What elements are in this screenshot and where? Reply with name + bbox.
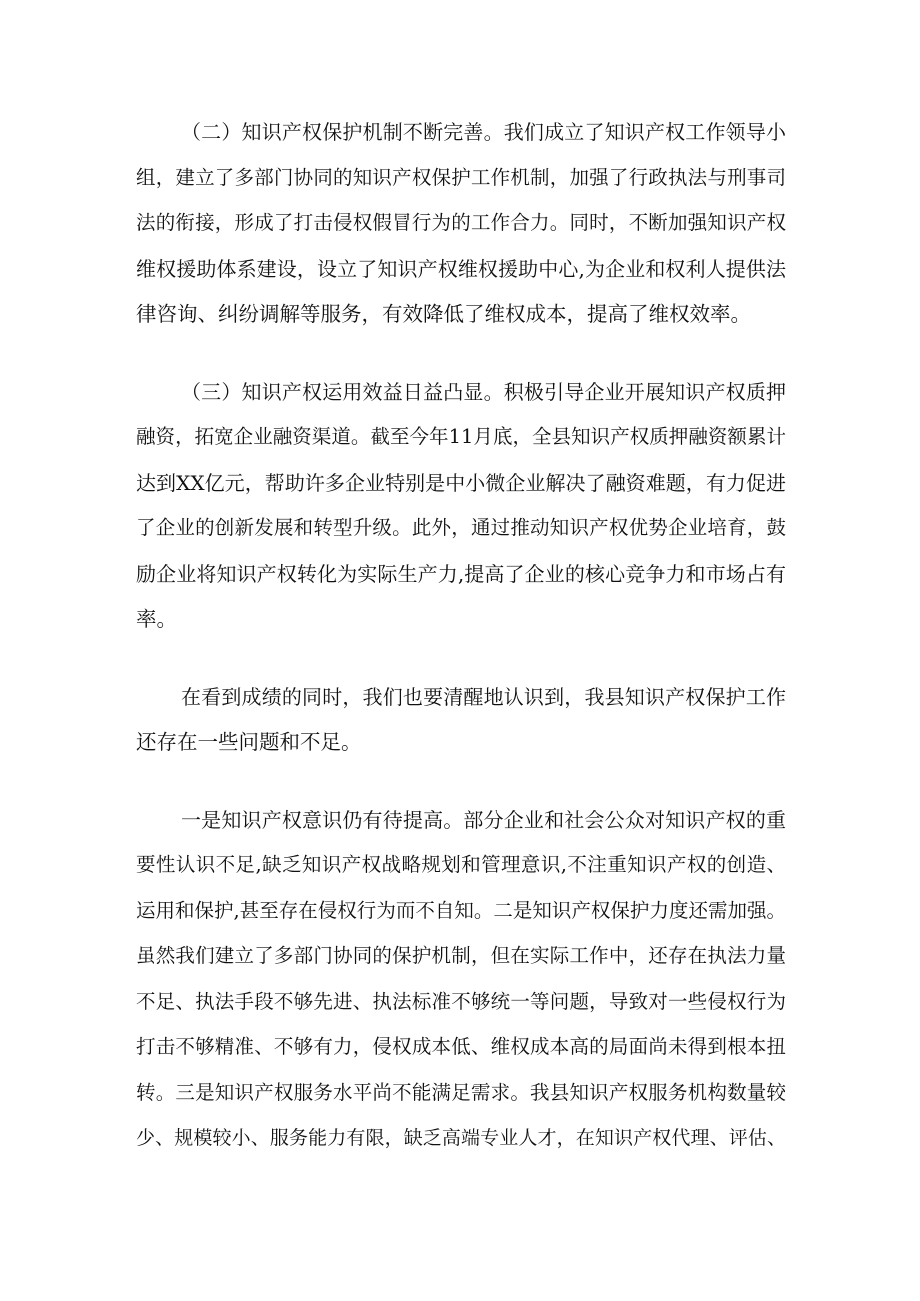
text-line: 还存在一些问题和不足。	[136, 730, 362, 754]
text-line: 了企业的创新发展和转型升级。此外，通过推动知识产权优势企业培育，鼓	[136, 516, 786, 539]
text-line: 不足、执法手段不够先进、执法标准不够统一等问题，导致对一些侵权行为	[136, 990, 786, 1013]
text-line: 组，建立了多部门协同的知识产权保护工作机制，加强了行政执法与刑事司	[136, 166, 786, 189]
text-line: 运用和保护,甚至存在侵权行为而不自知。二是知识产权保护力度还需加强。	[136, 899, 786, 922]
text-line: 励企业将知识产权转化为实际生产力,提高了企业的核心竞争力和市场占有	[136, 562, 786, 586]
text-line: 达到XX亿元，帮助许多企业特别是中小微企业解决了融资难题，有力促进	[136, 471, 786, 495]
text-line: 转。三是知识产权服务水平尚不能满足需求。我县知识产权服务机构数量较	[136, 1081, 786, 1104]
text-line: 率。	[136, 607, 177, 631]
text-line: 融资，拓宽企业融资渠道。截至今年11月底，全县知识产权质押融资额累计	[136, 425, 786, 448]
text-line: （三）知识产权运用效益日益凸显。积极引导企业开展知识产权质押	[181, 380, 786, 404]
text-line: 少、规模较小、服务能力有限，缺乏高端专业人才，在知识产权代理、评估、	[136, 1127, 786, 1149]
text-line: （二）知识产权保护机制不断完善。我们成立了知识产权工作领导小	[181, 120, 786, 144]
text-line: 虽然我们建立了多部门协同的保护机制，但在实际工作中，还存在执法力量	[136, 944, 786, 967]
text-line: 维权援助体系建设，设立了知识产权维权援助中心,为企业和权利人提供法	[136, 257, 786, 281]
text-line: 打击不够精准、不够有力，侵权成本低、维权成本高的局面尚未得到根本扭	[136, 1035, 786, 1058]
text-line: 要性认识不足,缺乏知识产权战略规划和管理意识,不注重知识产权的创造、	[136, 853, 786, 876]
text-line: 法的衔接，形成了打击侵权假冒行为的工作合力。同时，不断加强知识产权	[136, 211, 786, 234]
text-line: 律咨询、纠纷调解等服务，有效降低了维权成本，提高了维权效率。	[136, 302, 751, 326]
text-line: 一是知识产权意识仍有待提高。部分企业和社会公众对知识产权的重	[181, 808, 786, 832]
text-line: 在看到成绩的同时，我们也要清醒地认识到，我县知识产权保护工作	[181, 685, 786, 709]
